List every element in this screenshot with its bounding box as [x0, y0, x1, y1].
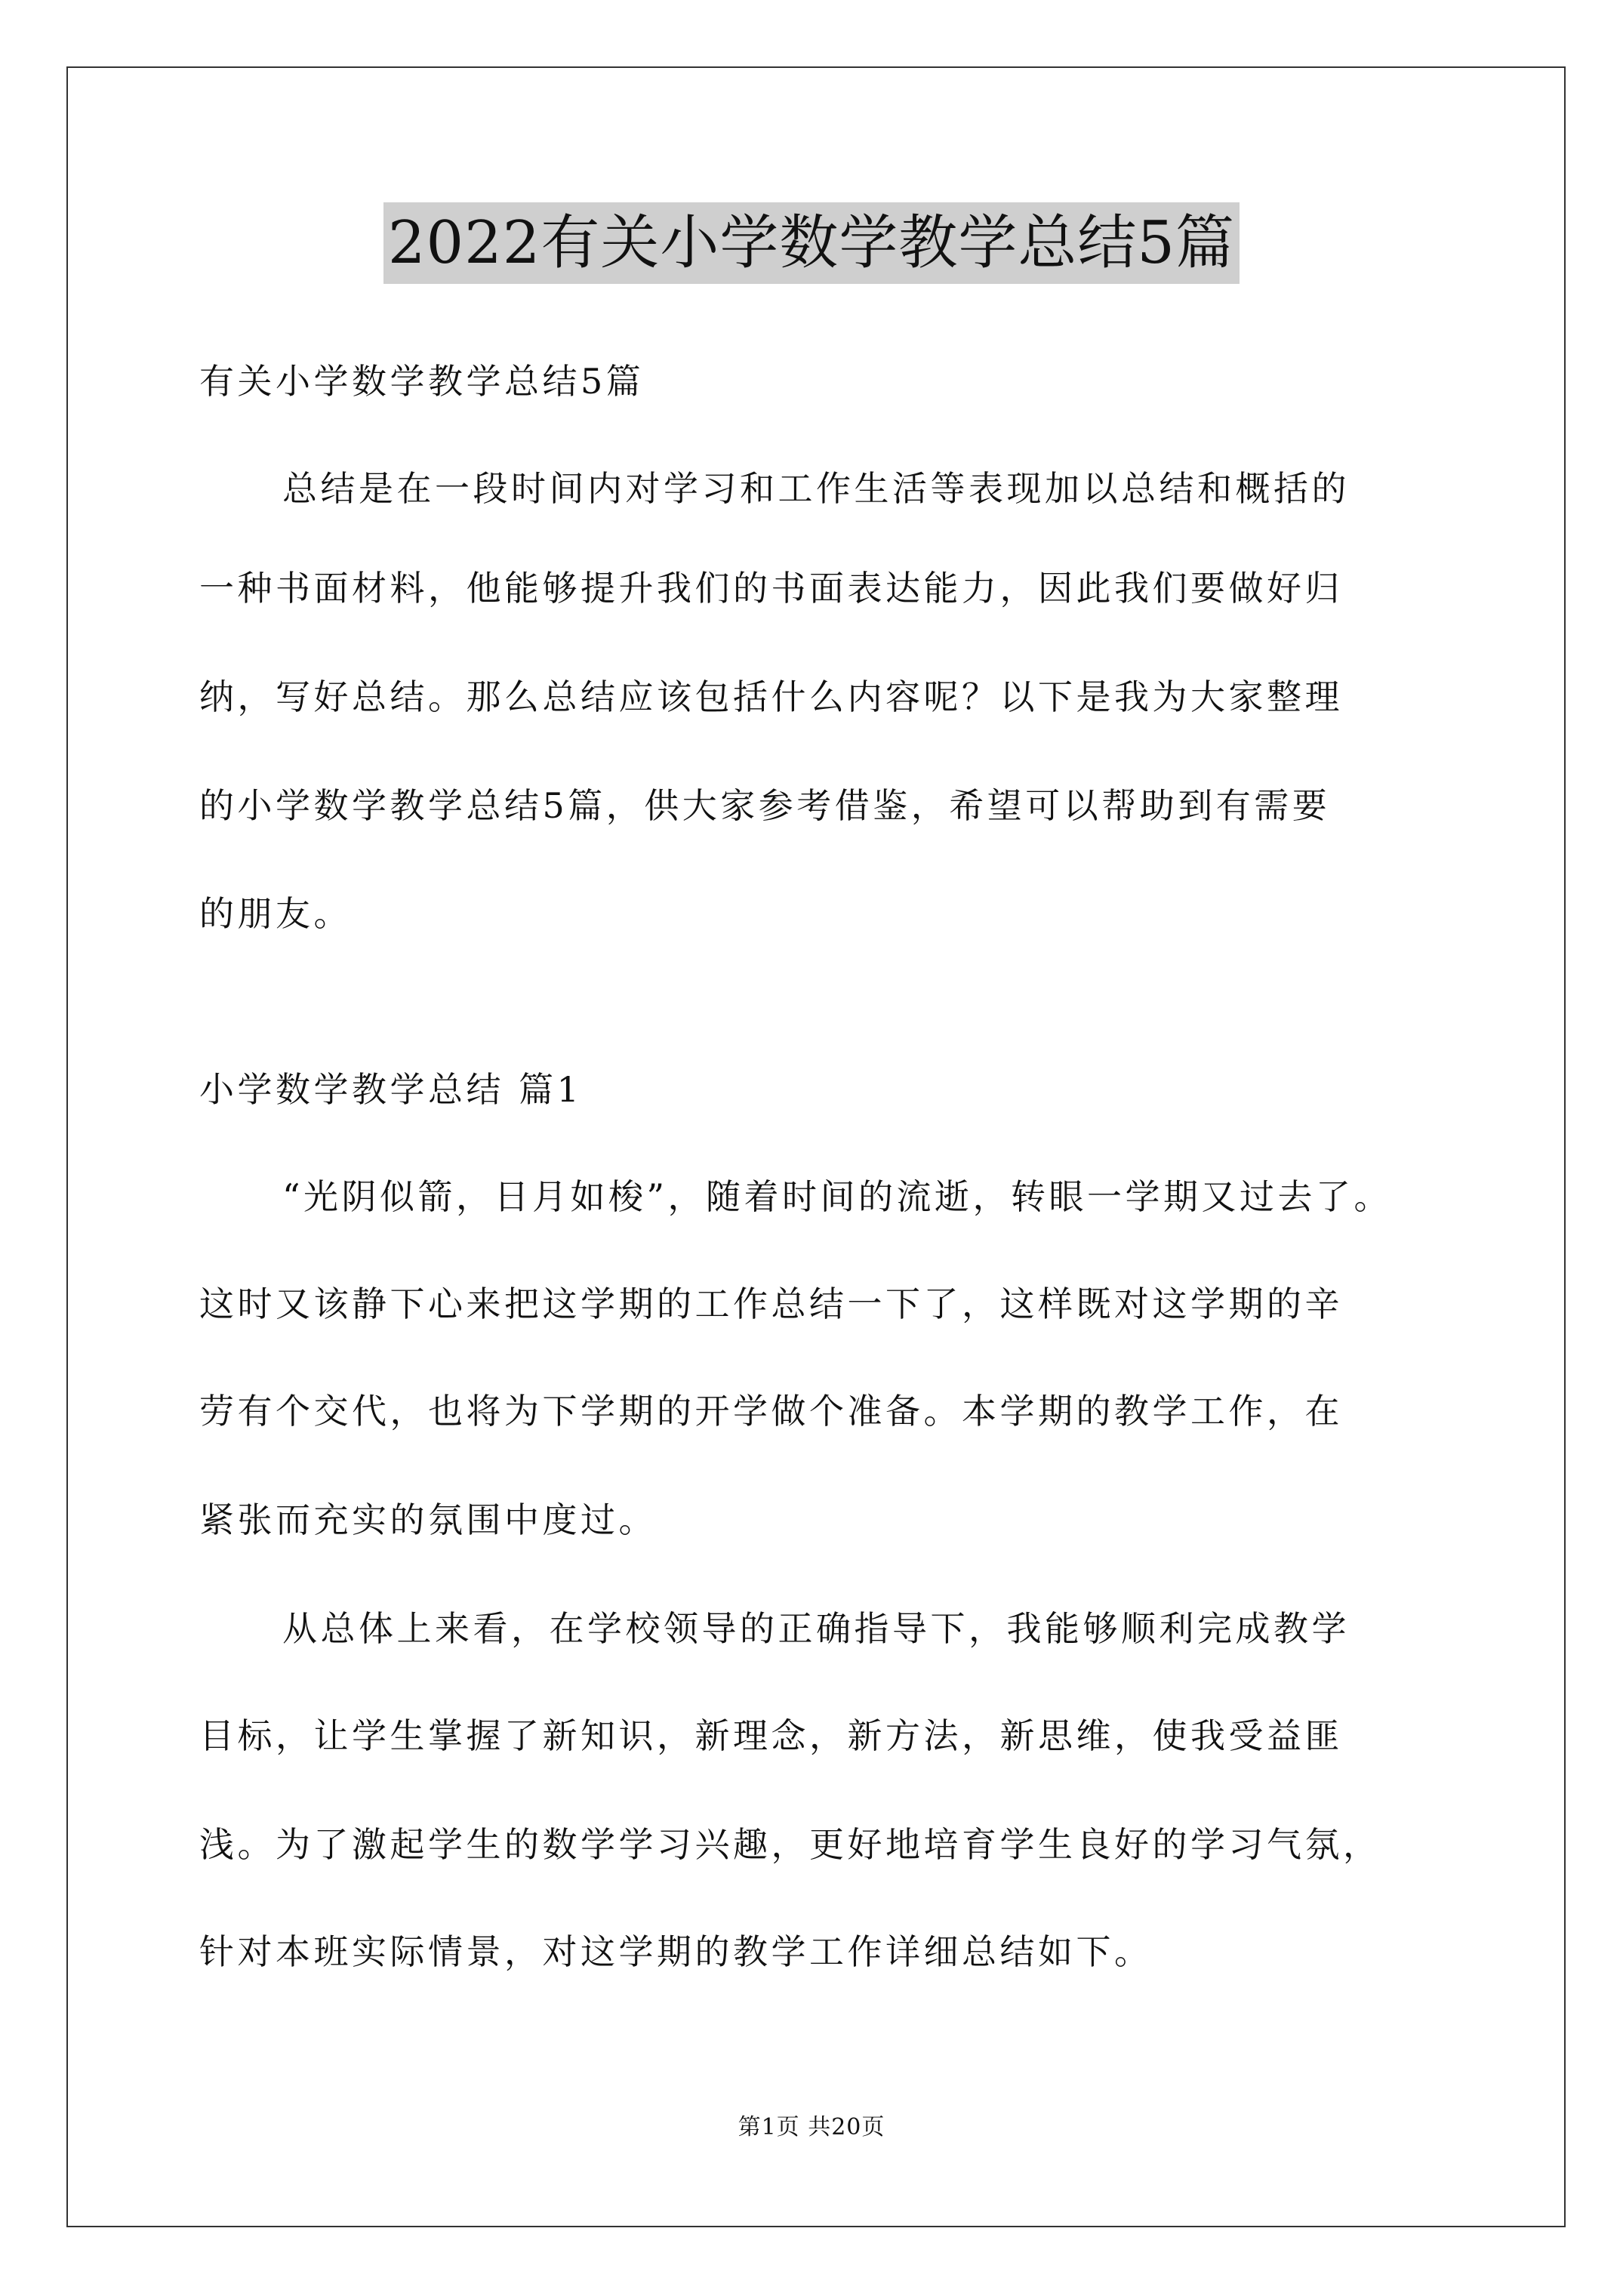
paragraph2-line-2: 目标，让学生掌握了新知识，新理念，新方法，新思维，使我受益匪 — [199, 1715, 1343, 1756]
document-subtitle: 有关小学数学教学总结5篇 — [199, 361, 645, 402]
paragraph1-line-1: “光阴似箭，日月如梭”，随着时间的流逝，转眼一学期又过去了。 — [282, 1176, 1393, 1217]
paragraph2-line-3: 浅。为了激起学生的数学学习兴趣，更好地培育学生良好的学习气氛， — [199, 1824, 1381, 1865]
page-number: 第1页 共20页 — [738, 2114, 885, 2140]
document-title: 2022有关小学数学教学总结5篇 — [383, 202, 1240, 284]
paragraph1-line-3: 劳有个交代，也将为下学期的开学做个准备。本学期的教学工作，在 — [199, 1391, 1343, 1432]
section-heading: 小学数学教学总结 篇1 — [199, 1069, 583, 1110]
intro-line-3: 纳，写好总结。那么总结应该包括什么内容呢？以下是我为大家整理 — [199, 676, 1343, 717]
paragraph1-line-4: 紧张而充实的氛围中度过。 — [199, 1499, 657, 1540]
title-container — [0, 202, 1623, 284]
intro-line-5: 的朋友。 — [199, 893, 352, 934]
intro-line-2: 一种书面材料，他能够提升我们的书面表达能力，因此我们要做好归 — [199, 568, 1343, 609]
intro-line-4: 的小学数学教学总结5篇，供大家参考借鉴，希望可以帮助到有需要 — [199, 785, 1331, 826]
paragraph2-line-1: 从总体上来看，在学校领导的正确指导下，我能够顺利完成教学 — [282, 1608, 1350, 1649]
paragraph2-line-4: 针对本班实际情景，对这学期的教学工作详细总结如下。 — [199, 1931, 1153, 1972]
intro-line-1: 总结是在一段时间内对学习和工作生活等表现加以总结和概括的 — [282, 468, 1350, 509]
paragraph1-line-2: 这时又该静下心来把这学期的工作总结一下了，这样既对这学期的辛 — [199, 1284, 1343, 1324]
